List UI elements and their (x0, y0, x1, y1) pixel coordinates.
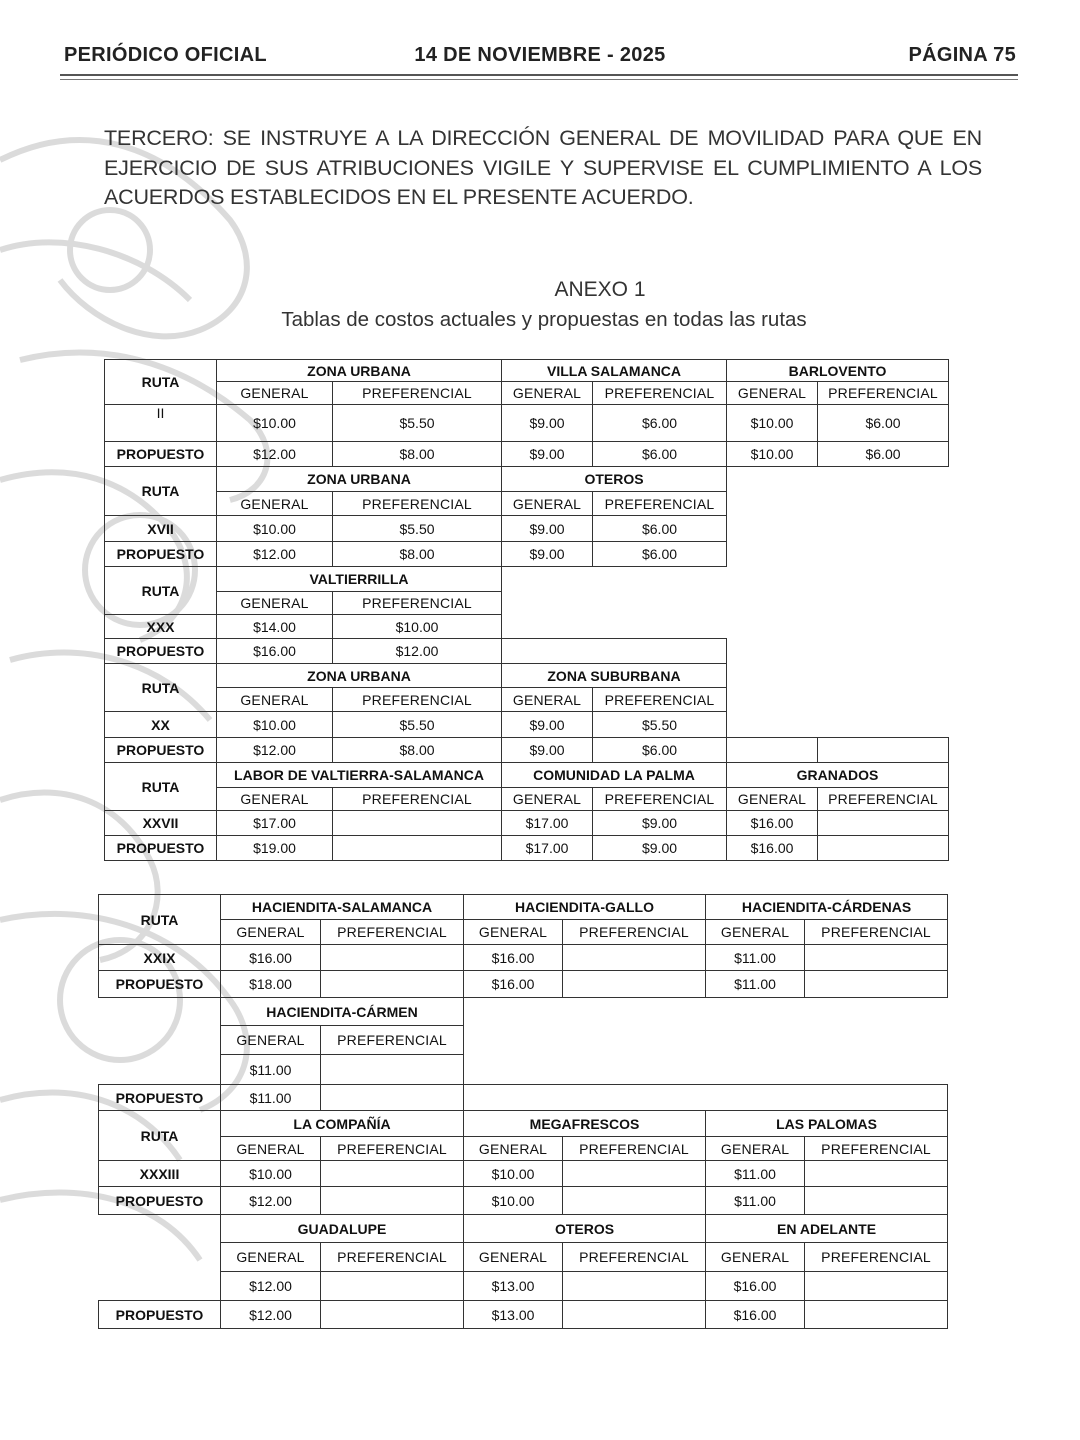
zone-header: ZONA URBANA (217, 360, 502, 382)
fare-cell: $13.00 (464, 1272, 563, 1301)
fare-cell: $10.00 (221, 1161, 321, 1187)
table-row (99, 1111, 948, 1137)
preferencial-header: PREFERENCIAL (321, 1243, 464, 1272)
fare-cell: $12.00 (221, 1272, 321, 1301)
fare-cell (818, 811, 949, 836)
propuesto-label: PROPUESTO (99, 971, 221, 998)
fare-cell: $5.50 (333, 405, 502, 442)
route-number: XXX (105, 615, 217, 639)
fare-cell: $9.00 (502, 405, 593, 442)
general-header: GENERAL (464, 1243, 563, 1272)
table-row (105, 567, 949, 592)
fare-table-1 (104, 359, 949, 861)
fare-cell: $9.00 (593, 811, 727, 836)
table-row (105, 738, 949, 763)
header-publication: PERIÓDICO OFICIAL (64, 44, 267, 66)
general-header: GENERAL (502, 492, 593, 516)
general-header: GENERAL (217, 492, 333, 516)
table-row (99, 920, 948, 945)
table-row (105, 360, 949, 382)
header-page-number: PÁGINA 75 (908, 44, 1016, 66)
fare-cell: $12.00 (217, 442, 333, 467)
zone-header: HACIENDITA-CÁRDENAS (706, 895, 948, 920)
preferencial-header: PREFERENCIAL (593, 688, 727, 712)
fare-cell (321, 1085, 464, 1111)
fare-cell (818, 836, 949, 861)
table-row (105, 442, 949, 467)
propuesto-label: PROPUESTO (105, 836, 217, 861)
preferencial-header: PREFERENCIAL (593, 492, 727, 516)
zone-header: LAS PALOMAS (706, 1111, 948, 1137)
general-header: GENERAL (217, 688, 333, 712)
preferencial-header: PREFERENCIAL (333, 382, 502, 405)
preferencial-header: PREFERENCIAL (563, 920, 706, 945)
header-rule (60, 74, 1018, 76)
fare-cell: $17.00 (502, 811, 593, 836)
agreement-paragraph: TERCERO: SE INSTRUYE A LA DIRECCIÓN GENERAL DE MOVILIDAD PARA QUE EN EJERCICIO DE SUS ATRIBUCIONES VIGILE Y SUPERVISE EL CUMPLIMIENTO A LOS ACUERDOS ESTABLECIDOS EN EL PRESENTE ACUERDO. (104, 126, 982, 209)
fare-cell: $17.00 (217, 811, 333, 836)
fare-cell: $10.00 (333, 615, 502, 639)
preferencial-header: PREFERENCIAL (805, 1243, 948, 1272)
propuesto-label: PROPUESTO (99, 1301, 221, 1329)
ruta-label: RUTA (105, 763, 217, 811)
fare-cell: $10.00 (464, 1161, 563, 1187)
fare-cell: $9.00 (502, 712, 593, 738)
fare-cell: $6.00 (818, 405, 949, 442)
zone-header: LABOR DE VALTIERRA-SALAMANCA (217, 763, 502, 788)
table-row (99, 1272, 948, 1301)
fare-cell: $10.00 (727, 405, 818, 442)
fare-cell (805, 1272, 948, 1301)
ruta-label: RUTA (99, 1111, 221, 1161)
ruta-label: RUTA (105, 567, 217, 615)
preferencial-header: PREFERENCIAL (563, 1137, 706, 1161)
preferencial-header: PREFERENCIAL (333, 592, 502, 615)
fare-cell: $16.00 (706, 1301, 805, 1329)
fare-cell: $6.00 (593, 405, 727, 442)
zone-header: LA COMPAÑÍA (221, 1111, 464, 1137)
ruta-label: RUTA (99, 895, 221, 945)
propuesto-label: PROPUESTO (105, 738, 217, 763)
general-header: GENERAL (502, 788, 593, 811)
fare-cell: $10.00 (217, 405, 333, 442)
general-header: GENERAL (502, 382, 593, 405)
propuesto-label: PROPUESTO (105, 442, 217, 467)
fare-cell: $5.50 (333, 516, 502, 542)
propuesto-label: PROPUESTO (105, 639, 217, 664)
fare-cell (321, 1161, 464, 1187)
ruta-label: RUTA (105, 360, 217, 405)
table-row (99, 998, 948, 1026)
fare-cell: $9.00 (502, 442, 593, 467)
table-row (99, 895, 948, 920)
fare-cell (321, 1301, 464, 1329)
preferencial-header: PREFERENCIAL (593, 382, 727, 405)
route-number: XXIX (99, 945, 221, 971)
general-header: GENERAL (464, 920, 563, 945)
general-header: GENERAL (502, 688, 593, 712)
fare-cell: $11.00 (706, 1161, 805, 1187)
header-rule-thin (60, 79, 1018, 80)
preferencial-header: PREFERENCIAL (321, 1026, 464, 1055)
route-number: XX (105, 712, 217, 738)
general-header: GENERAL (221, 920, 321, 945)
fare-cell: $10.00 (727, 442, 818, 467)
propuesto-label: PROPUESTO (99, 1085, 221, 1111)
fare-cell (805, 971, 948, 998)
general-header: GENERAL (221, 1026, 321, 1055)
fare-cell: $9.00 (502, 738, 593, 763)
fare-cell: $11.00 (706, 945, 805, 971)
zone-header: ZONA URBANA (217, 664, 502, 688)
fare-cell: $11.00 (221, 1085, 321, 1111)
fare-cell: $6.00 (593, 542, 727, 567)
fare-cell: $10.00 (217, 516, 333, 542)
page-header (64, 44, 1016, 72)
fare-cell (321, 1055, 464, 1085)
table-row (105, 811, 949, 836)
table-row (105, 664, 949, 688)
fare-cell: $16.00 (727, 836, 818, 861)
table-row (99, 1161, 948, 1187)
header-date: 14 DE NOVIEMBRE - 2025 (414, 44, 666, 66)
fare-cell: $16.00 (464, 945, 563, 971)
zone-header: BARLOVENTO (727, 360, 949, 382)
fare-cell (321, 945, 464, 971)
fare-cell: $6.00 (818, 442, 949, 467)
fare-cell (805, 1301, 948, 1329)
fare-cell: $10.00 (464, 1187, 563, 1215)
zone-header: MEGAFRESCOS (464, 1111, 706, 1137)
fare-cell: $12.00 (221, 1301, 321, 1329)
zone-header: OTEROS (464, 1215, 706, 1243)
fare-cell (321, 1187, 464, 1215)
preferencial-header: PREFERENCIAL (321, 920, 464, 945)
general-header: GENERAL (217, 592, 333, 615)
zone-header: ZONA SUBURBANA (502, 664, 727, 688)
fare-cell: $6.00 (593, 516, 727, 542)
preferencial-header: PREFERENCIAL (333, 788, 502, 811)
fare-cell (805, 1187, 948, 1215)
general-header: GENERAL (217, 382, 333, 405)
fare-cell (321, 971, 464, 998)
table-row (99, 1187, 948, 1215)
zone-header: ZONA URBANA (217, 467, 502, 492)
general-header: GENERAL (706, 1243, 805, 1272)
zone-header: GUADALUPE (221, 1215, 464, 1243)
preferencial-header: PREFERENCIAL (805, 1137, 948, 1161)
general-header: GENERAL (221, 1137, 321, 1161)
fare-cell: $6.00 (593, 738, 727, 763)
fare-cell: $16.00 (727, 811, 818, 836)
fare-cell (563, 971, 706, 998)
fare-cell: $5.50 (333, 712, 502, 738)
route-number: XVII (105, 516, 217, 542)
table-row (105, 467, 949, 492)
table-row (99, 1137, 948, 1161)
zone-header: HACIENDITA-CÁRMEN (221, 998, 464, 1026)
table-row (99, 1085, 948, 1111)
fare-cell: $16.00 (221, 945, 321, 971)
fare-cell (321, 1272, 464, 1301)
table-row (99, 945, 948, 971)
fare-cell (805, 1161, 948, 1187)
propuesto-label: PROPUESTO (105, 542, 217, 567)
table-row (99, 971, 948, 998)
general-header: GENERAL (706, 1137, 805, 1161)
fare-cell: $16.00 (217, 639, 333, 664)
fare-cell (563, 1272, 706, 1301)
table-row (105, 382, 949, 405)
fare-cell: $19.00 (217, 836, 333, 861)
preferencial-header: PREFERENCIAL (805, 920, 948, 945)
route-number: II (105, 405, 217, 442)
preferencial-header: PREFERENCIAL (333, 492, 502, 516)
ruta-label: RUTA (105, 467, 217, 516)
general-header: GENERAL (727, 382, 818, 405)
fare-cell: $12.00 (221, 1187, 321, 1215)
annex-subtitle: Tablas de costos actuales y propuestas en todas las rutas (281, 308, 807, 331)
zone-header: OTEROS (502, 467, 727, 492)
fare-cell: $8.00 (333, 738, 502, 763)
fare-cell (805, 945, 948, 971)
fare-cell (563, 1301, 706, 1329)
preferencial-header: PREFERENCIAL (818, 382, 949, 405)
fare-cell: $9.00 (593, 836, 727, 861)
general-header: GENERAL (727, 788, 818, 811)
fare-cell: $8.00 (333, 442, 502, 467)
preferencial-header: PREFERENCIAL (321, 1137, 464, 1161)
fare-cell: $11.00 (221, 1055, 321, 1085)
zone-header: HACIENDITA-SALAMANCA (221, 895, 464, 920)
fare-cell (333, 836, 502, 861)
general-header: GENERAL (217, 788, 333, 811)
fare-cell: $8.00 (333, 542, 502, 567)
fare-cell: $12.00 (217, 542, 333, 567)
fare-table-2 (98, 894, 948, 1329)
table-row (105, 763, 949, 788)
fare-cell: $14.00 (217, 615, 333, 639)
fare-cell: $16.00 (706, 1272, 805, 1301)
zone-header: VALTIERRILLA (217, 567, 502, 592)
fare-cell: $6.00 (593, 442, 727, 467)
zone-header: EN ADELANTE (706, 1215, 948, 1243)
fare-cell: $12.00 (333, 639, 502, 664)
fare-cell: $11.00 (706, 971, 805, 998)
route-number: XXVII (105, 811, 217, 836)
table-row (99, 1301, 948, 1329)
fare-cell: $9.00 (502, 516, 593, 542)
fare-cell (333, 811, 502, 836)
ruta-label: RUTA (105, 664, 217, 712)
zone-header: COMUNIDAD LA PALMA (502, 763, 727, 788)
table-row (105, 836, 949, 861)
fare-cell: $17.00 (502, 836, 593, 861)
table-row (99, 1215, 948, 1243)
fare-cell (563, 1187, 706, 1215)
preferencial-header: PREFERENCIAL (593, 788, 727, 811)
fare-cell: $13.00 (464, 1301, 563, 1329)
zone-header: GRANADOS (727, 763, 949, 788)
fare-cell: $12.00 (217, 738, 333, 763)
propuesto-label: PROPUESTO (99, 1187, 221, 1215)
fare-cell: $5.50 (593, 712, 727, 738)
fare-cell: $10.00 (217, 712, 333, 738)
fare-cell (563, 1161, 706, 1187)
general-header: GENERAL (464, 1137, 563, 1161)
general-header: GENERAL (706, 920, 805, 945)
preferencial-header: PREFERENCIAL (563, 1243, 706, 1272)
table-row (105, 405, 949, 442)
zone-header: HACIENDITA-GALLO (464, 895, 706, 920)
annex-title: ANEXO 1 (554, 278, 646, 301)
fare-cell: $16.00 (464, 971, 563, 998)
general-header: GENERAL (221, 1243, 321, 1272)
fare-cell: $9.00 (502, 542, 593, 567)
fare-cell: $18.00 (221, 971, 321, 998)
table-row (105, 639, 949, 664)
preferencial-header: PREFERENCIAL (818, 788, 949, 811)
preferencial-header: PREFERENCIAL (333, 688, 502, 712)
route-number: XXXIII (99, 1161, 221, 1187)
fare-cell: $11.00 (706, 1187, 805, 1215)
table-row (99, 1243, 948, 1272)
zone-header: VILLA SALAMANCA (502, 360, 727, 382)
fare-cell (563, 945, 706, 971)
table-row (105, 788, 949, 811)
